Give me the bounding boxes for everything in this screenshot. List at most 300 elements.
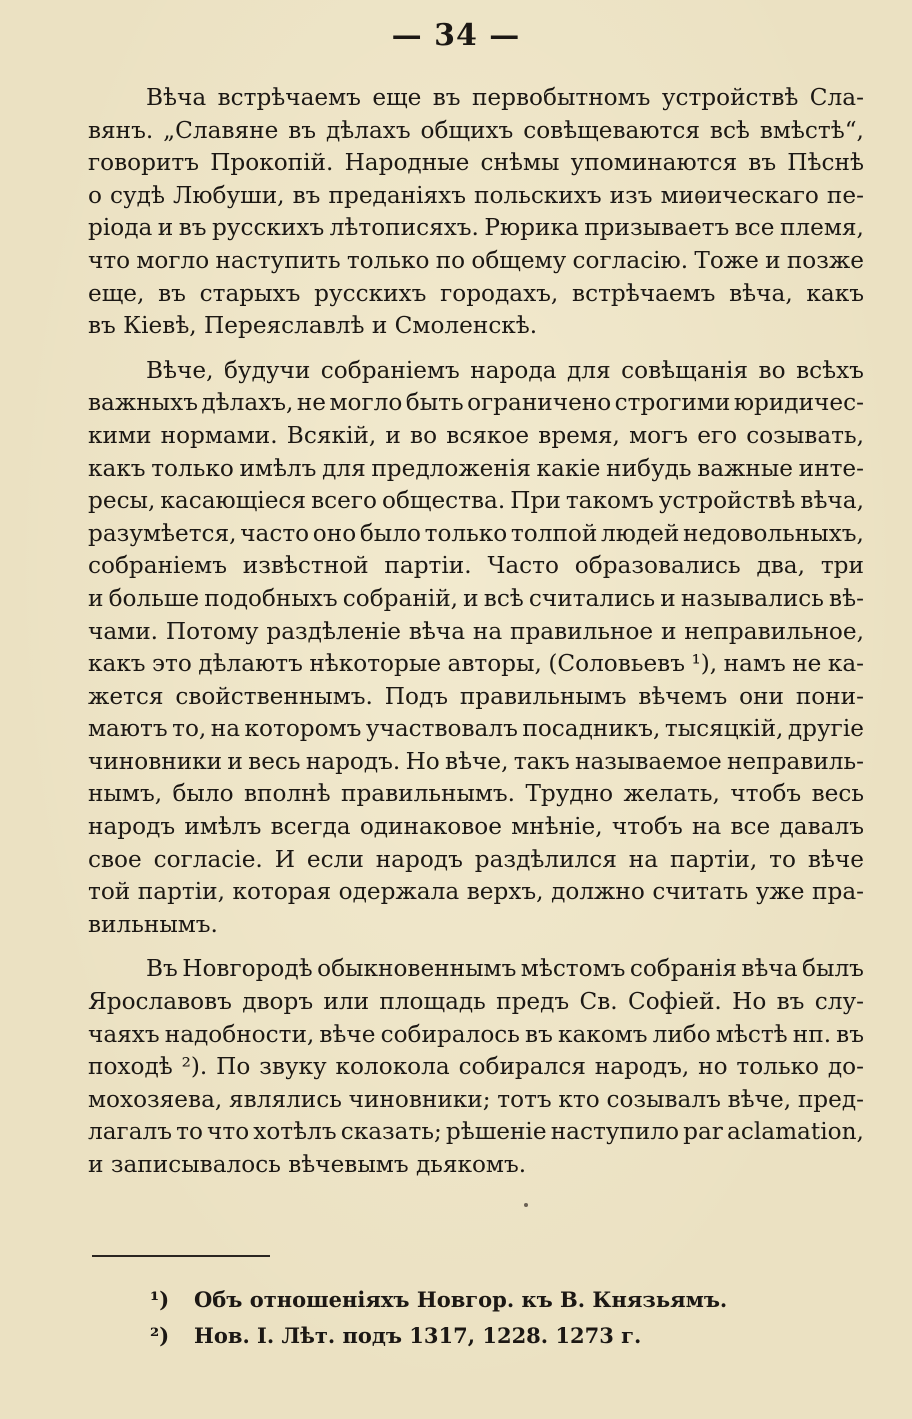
word: наступило <box>550 1118 680 1146</box>
word: народъ <box>375 845 463 873</box>
word: Подъ <box>384 682 448 710</box>
word: вѣча <box>741 955 798 983</box>
word: если <box>306 845 364 873</box>
word: во <box>410 421 438 449</box>
word: на <box>472 617 503 645</box>
word: неправильное, <box>684 617 864 645</box>
text-line <box>88 453 864 486</box>
word: было <box>172 780 234 808</box>
word: на <box>210 715 241 743</box>
word: будучи <box>223 356 311 384</box>
word: По <box>216 1053 251 1081</box>
word: нормами. <box>160 421 278 449</box>
word: вѣча <box>408 617 466 645</box>
word: три <box>820 552 864 580</box>
word: позже <box>786 246 864 274</box>
word: то <box>176 1118 203 1146</box>
word: то <box>769 845 796 873</box>
word: Потому <box>165 617 259 645</box>
word: лѣтописяхъ. <box>329 214 479 242</box>
word: par <box>683 1118 723 1146</box>
word: намъ <box>723 650 786 678</box>
text-line <box>88 876 864 909</box>
footnote-1-text: Объ отношеніяхъ Новгор. къ В. Князьямъ. <box>194 1287 728 1312</box>
word: жется <box>88 682 164 710</box>
word: И <box>274 845 295 873</box>
word: Любуши, <box>173 181 285 209</box>
word: городахъ, <box>440 279 559 307</box>
word: весь <box>248 747 301 775</box>
text-line <box>88 681 864 714</box>
word: площадь <box>379 988 486 1016</box>
word: считались <box>528 584 656 612</box>
word: вѣча, <box>800 487 864 515</box>
word: русскихъ <box>314 279 427 307</box>
word: „Славяне <box>163 116 279 144</box>
word: недовольныхъ, <box>683 519 864 547</box>
word: совѣщанія <box>621 356 749 384</box>
word: дѣлахъ <box>325 116 411 144</box>
word: въ <box>288 116 317 144</box>
word: вѣче, <box>727 1085 792 1113</box>
word: было <box>359 519 421 547</box>
word: согласію. <box>572 246 689 274</box>
word: только <box>151 454 234 482</box>
word: собраніемъ <box>88 552 227 580</box>
word: встрѣчаемъ <box>217 84 361 111</box>
paragraph-1 <box>88 82 864 343</box>
text-line <box>88 115 864 148</box>
text-line <box>88 811 864 844</box>
text-line <box>88 986 864 1019</box>
word: верхъ, <box>466 878 544 906</box>
word: какомъ <box>557 1020 648 1048</box>
word: преданіяхъ <box>328 181 466 209</box>
word: При <box>510 487 561 515</box>
word: свое <box>88 845 142 873</box>
text-line <box>88 1084 864 1117</box>
word: Пѣснѣ <box>787 149 864 177</box>
word: чиновники <box>88 747 223 775</box>
word: общихъ <box>420 116 514 144</box>
word: вѣче <box>807 845 864 873</box>
word: Св. <box>579 988 618 1016</box>
word: они <box>739 682 784 710</box>
word: упоминаются <box>570 149 738 177</box>
word: для <box>566 356 611 384</box>
word: собирался <box>458 1053 586 1081</box>
word: въ <box>178 214 207 242</box>
print-speck <box>524 1203 528 1207</box>
text-line <box>88 485 864 518</box>
word: изъ <box>609 181 653 209</box>
word: юридичес- <box>733 389 864 417</box>
word: и <box>88 584 104 612</box>
word: могъ <box>629 421 689 449</box>
word: чтобъ <box>611 813 683 841</box>
word: устройствѣ <box>661 84 799 111</box>
word: одержала <box>338 878 460 906</box>
word: общества. <box>381 487 506 515</box>
text-line <box>88 420 864 453</box>
text-line <box>88 518 864 551</box>
text-line <box>88 278 864 311</box>
paragraph-gap <box>88 343 864 355</box>
word: собраній, <box>342 584 459 612</box>
word: согласіе. <box>153 845 263 873</box>
word: племя, <box>779 214 864 242</box>
word: ¹), <box>691 650 718 678</box>
word: Всякій, <box>286 421 377 449</box>
word: мѣстѣ <box>715 1020 788 1048</box>
word: такъ <box>513 747 570 775</box>
word: призываетъ <box>584 214 730 242</box>
word: народъ <box>88 813 176 841</box>
word: нымъ, <box>88 780 163 808</box>
word: партіи, <box>670 845 758 873</box>
word: народа <box>470 356 557 384</box>
word: Народные <box>344 149 470 177</box>
word: судѣ <box>110 181 165 209</box>
word: общему <box>471 246 567 274</box>
word: и <box>385 421 401 449</box>
word: по <box>435 246 466 274</box>
text-line <box>88 387 864 420</box>
word: обыкновеннымъ <box>317 955 517 983</box>
word: участвовалъ <box>365 715 518 743</box>
word: мнѣніе, <box>511 813 603 841</box>
text-line: вильнымъ. <box>88 910 218 938</box>
word: пони- <box>795 682 864 710</box>
word: либо <box>652 1020 711 1048</box>
text-line <box>88 147 864 180</box>
word: назывались <box>680 584 824 612</box>
text-line <box>88 355 864 388</box>
word: кими <box>88 421 152 449</box>
word: въ <box>292 181 321 209</box>
word: какъ <box>806 279 864 307</box>
word: какіе <box>536 454 601 482</box>
word: первобытномъ <box>471 84 651 111</box>
word: всѣ <box>709 116 750 144</box>
word: о <box>88 181 102 209</box>
word: авторы, <box>447 650 542 678</box>
word: партіи. <box>384 552 472 580</box>
word: походѣ <box>88 1053 173 1081</box>
word: которая <box>232 878 332 906</box>
word: въ <box>748 149 777 177</box>
word: дѣлаютъ <box>198 650 303 678</box>
word: всѣхъ <box>796 356 864 384</box>
word: должно <box>551 878 645 906</box>
text-line <box>88 1051 864 1084</box>
word: ²). <box>181 1053 208 1081</box>
word: пред- <box>797 1085 864 1113</box>
text-line <box>88 583 864 616</box>
word: всегда <box>270 813 351 841</box>
page-number: — 34 — <box>391 18 521 53</box>
word: вѣча, <box>729 279 793 307</box>
word: вѣче <box>319 1020 376 1048</box>
word: на <box>691 813 722 841</box>
word: Софіей. <box>627 988 722 1016</box>
word: нп. <box>792 1020 832 1048</box>
text-line: и записывалось вѣчевымъ дьякомъ. <box>88 1151 527 1178</box>
word: той <box>88 878 131 906</box>
word: Прокопій. <box>210 149 334 177</box>
word: ресы, <box>88 487 156 515</box>
word: и <box>660 617 677 645</box>
text-line <box>88 82 864 115</box>
word: всякое <box>446 421 530 449</box>
footnote-1-mark: ¹) <box>150 1287 170 1312</box>
word: (Соловьевъ <box>548 650 685 678</box>
word: больше <box>108 584 200 612</box>
word: миѳическаго <box>660 181 819 209</box>
word: только <box>424 519 508 547</box>
text-line: въ Кіевѣ, Переяславлѣ и Смоленскѣ. <box>88 312 538 340</box>
word: касающіеся <box>160 487 307 515</box>
word: считать <box>652 878 749 906</box>
word: нибудь <box>606 454 692 482</box>
word: и <box>463 584 479 612</box>
word: устройствѣ <box>658 487 796 515</box>
word: на <box>628 845 659 873</box>
word: правильнымъ <box>459 682 627 710</box>
word: Но <box>732 988 767 1016</box>
word: народъ. <box>305 747 401 775</box>
text-line <box>88 778 864 811</box>
word: подобныхъ <box>204 584 338 612</box>
word: всѣ <box>483 584 524 612</box>
word: часто <box>240 519 310 547</box>
paragraph-2 <box>88 355 864 942</box>
word: могло <box>329 389 403 417</box>
footnotes <box>150 1282 850 1354</box>
word: другіе <box>787 715 864 743</box>
text-line <box>88 616 864 649</box>
word: давалъ <box>779 813 864 841</box>
word: вѣчемъ <box>638 682 728 710</box>
word: чаяхъ <box>88 1020 160 1048</box>
word: кто <box>558 1085 600 1113</box>
word: вѣ- <box>829 584 864 612</box>
text-line <box>88 245 864 278</box>
word: русскихъ <box>211 214 325 242</box>
word: раздѣленіе <box>266 617 401 645</box>
paragraph-gap <box>88 941 864 953</box>
word: все <box>730 813 771 841</box>
word: лагалъ <box>88 1118 173 1146</box>
word: рѣшеніе <box>445 1118 547 1146</box>
word: неправиль- <box>726 747 864 775</box>
word: ограничено <box>467 389 612 417</box>
word: чтобъ <box>730 780 802 808</box>
word: встрѣчаемъ <box>572 279 716 307</box>
word: польскихъ <box>474 181 602 209</box>
word: дворъ <box>242 988 314 1016</box>
text-line <box>88 648 864 681</box>
word: важныхъ <box>88 389 198 417</box>
word: колокола <box>335 1053 450 1081</box>
word: только <box>736 1053 820 1081</box>
footnote-1 <box>150 1282 850 1318</box>
word: являлись <box>229 1085 342 1113</box>
word: до- <box>827 1053 864 1081</box>
word: желать, <box>623 780 720 808</box>
word: пра- <box>812 878 864 906</box>
text-line <box>88 844 864 877</box>
word: весь <box>811 780 864 808</box>
text-line <box>88 550 864 583</box>
word: еще <box>372 84 422 111</box>
body-text <box>88 82 864 1182</box>
word: могло <box>136 246 210 274</box>
word: партіи, <box>137 878 225 906</box>
word: какъ <box>88 454 146 482</box>
word: раздѣлился <box>474 845 617 873</box>
word: тотъ <box>497 1085 552 1113</box>
word: мѣстомъ <box>520 955 626 983</box>
footnote-2-mark: ²) <box>150 1323 170 1348</box>
word: что <box>207 1118 250 1146</box>
word: старыхъ <box>199 279 301 307</box>
word: Ярославовъ <box>88 988 232 1016</box>
word: имѣлъ <box>239 454 317 482</box>
word: въ <box>158 279 186 307</box>
word: правильнымъ. <box>341 780 516 808</box>
word: время, <box>538 421 620 449</box>
footnote-2 <box>150 1318 850 1354</box>
word: вполнѣ <box>243 780 331 808</box>
word: и <box>660 584 676 612</box>
word: еще, <box>88 279 145 307</box>
word: не <box>792 650 822 678</box>
word: Вѣча <box>146 84 207 111</box>
word: и <box>765 246 781 274</box>
word: созывать, <box>746 421 864 449</box>
word: Въ <box>146 955 178 983</box>
word: собиралось <box>380 1020 520 1048</box>
word: совѣщеваются <box>523 116 700 144</box>
word: которомъ <box>244 715 362 743</box>
word: людей <box>600 519 680 547</box>
word: не <box>296 389 327 417</box>
word: снѣмы <box>480 149 560 177</box>
word: или <box>323 988 370 1016</box>
footnote-2-text: Нов. I. Лѣт. подъ 1317, 1228. 1273 г. <box>194 1323 642 1348</box>
word: Но <box>405 747 440 775</box>
word: мохозяева, <box>88 1085 223 1113</box>
word: въ <box>836 1020 864 1048</box>
word: то, <box>172 715 207 743</box>
word: говоритъ <box>88 149 200 177</box>
word: въ <box>776 988 805 1016</box>
text-line <box>88 180 864 213</box>
word: все <box>734 214 775 242</box>
text-line <box>88 953 864 986</box>
word: для <box>322 454 366 482</box>
word: надобности, <box>164 1020 315 1048</box>
word: звуку <box>259 1053 327 1081</box>
word: ріода <box>88 214 153 242</box>
text-line <box>88 1019 864 1052</box>
word: сказать; <box>340 1118 442 1146</box>
word: дѣлахъ, <box>201 389 294 417</box>
word: разумѣется, <box>88 519 237 547</box>
word: одинаковое <box>359 813 502 841</box>
word: это <box>152 650 192 678</box>
word: такомъ <box>565 487 654 515</box>
word: важные <box>697 454 794 482</box>
text-line <box>88 713 864 746</box>
word: собранія <box>629 955 737 983</box>
word: наступить <box>215 246 341 274</box>
word: Сла- <box>809 84 864 111</box>
word: въ <box>432 84 461 111</box>
text-line <box>88 212 864 245</box>
word: его <box>697 421 738 449</box>
paragraph-3 <box>88 953 864 1181</box>
word: Рюрика <box>484 214 579 242</box>
text-line <box>88 1116 864 1149</box>
word: и <box>227 747 243 775</box>
word: собраніемъ <box>320 356 460 384</box>
word: уже <box>755 878 805 906</box>
word: тысяцкій, <box>664 715 784 743</box>
text-line <box>88 746 864 779</box>
word: толпой <box>510 519 598 547</box>
word: въ <box>525 1020 553 1048</box>
word: былъ <box>802 955 864 983</box>
word: и <box>157 214 174 242</box>
word: всего <box>311 487 377 515</box>
word: вѣче, <box>445 747 509 775</box>
word: имѣлъ <box>184 813 262 841</box>
word: быть <box>405 389 464 417</box>
word: правильное <box>510 617 654 645</box>
word: оно <box>312 519 357 547</box>
word: вмѣстѣ“, <box>759 116 864 144</box>
word: чами. <box>88 617 159 645</box>
word: называемое <box>574 747 722 775</box>
word: Тоже <box>694 246 759 274</box>
word: предъ <box>496 988 570 1016</box>
word: хотѣлъ <box>253 1118 337 1146</box>
word: Новгородѣ <box>182 955 313 983</box>
word: строгими <box>614 389 731 417</box>
word: слу- <box>814 988 864 1016</box>
word: aclamation, <box>727 1118 864 1146</box>
word: пе- <box>826 181 864 209</box>
word: образовались <box>574 552 741 580</box>
word: извѣстной <box>242 552 369 580</box>
word: нѣкоторые <box>309 650 442 678</box>
word: Вѣче, <box>146 356 214 384</box>
word: какъ <box>88 650 146 678</box>
word: только <box>346 246 430 274</box>
word: ка- <box>827 650 864 678</box>
word: свойственнымъ. <box>175 682 373 710</box>
word: инте- <box>798 454 864 482</box>
word: созывалъ <box>606 1085 721 1113</box>
word: маютъ <box>88 715 168 743</box>
word: два, <box>756 552 805 580</box>
word: народъ, <box>594 1053 690 1081</box>
word: Часто <box>487 552 559 580</box>
word: предложенія <box>371 454 531 482</box>
word: но <box>698 1053 728 1081</box>
